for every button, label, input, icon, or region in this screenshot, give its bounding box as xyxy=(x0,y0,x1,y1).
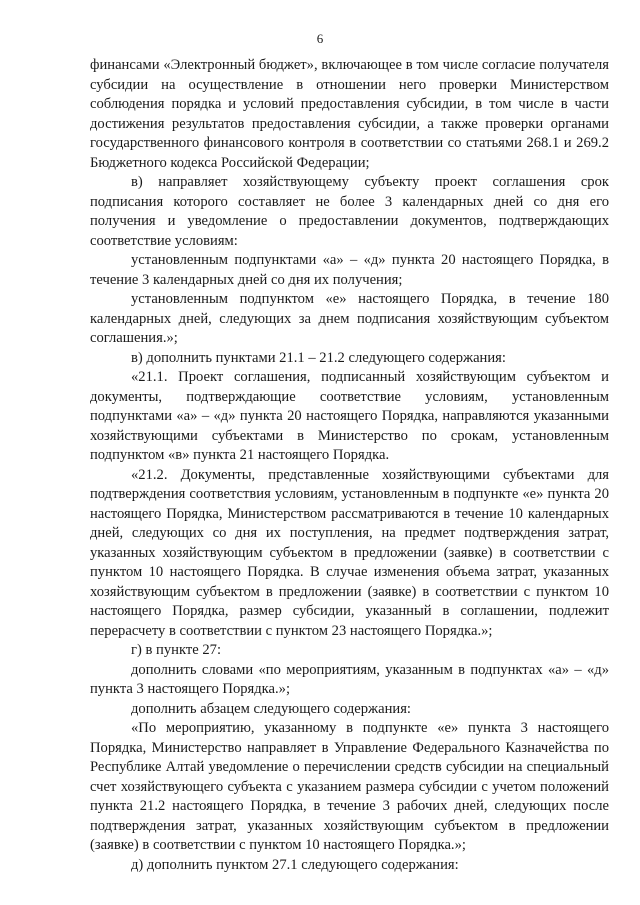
paragraph: в) дополнить пунктами 21.1 – 21.2 следующего содержания: xyxy=(131,349,506,366)
paragraph: финансами «Электронный бюджет», включающее в том числе согласие получателя субсидии на осуществление в отношении него проверки Министерством соблюдения порядка и условий предоставления субсидии, в том числе в части достижения результатов предоставления субсидии, а также проверки органами государственного финансового контроля в соответствии со статьями 268.1 и 269.2 Бюджетного кодекса Российской Федерации; xyxy=(90,57,609,171)
paragraph: в) направляет хозяйствующему субъекту проект соглашения срок подписания которого составляет не более 3 календарных дней со дня его получения и уведомление о предоставлении документов, подтверждающих соответствие условиям: xyxy=(90,174,609,249)
page-number: 6 xyxy=(316,31,324,46)
paragraph: установленным подпунктом «е» настоящего Порядка, в течение 180 календарных дней, следующих за днем подписания хозяйствующим субъектом соглашения.»; xyxy=(90,291,609,346)
paragraph: дополнить абзацем следующего содержания: xyxy=(131,700,411,717)
paragraph: «21.1. Проект соглашения, подписанный хозяйствующим субъектом и документы, подтверждающие соответствие условиям, установленным подпунктами «а» – «д» пункта 20 настоящего Порядка, направляются указанными хозяйствующими субъектами в Министерство по срокам, установленным подпунктом «в» пункта 21 настоящего Порядка. xyxy=(90,369,609,463)
paragraph: г) в пункте 27: xyxy=(131,642,221,658)
paragraph: установленным подпунктами «а» – «д» пункта 20 настоящего Порядка, в течение 3 календарных дней со дня их получения; xyxy=(90,252,609,288)
paragraph: «21.2. Документы, представленные хозяйствующими субъектами для подтверждения соответствия условиям, установленным в подпункте «е» пункта 20 настоящего Порядка, Министерством рассматриваются в течение 10 календарных дней, следующих со дня их поступления, на предмет подтверждения затрат, указанных хозяйствующим субъектом в предложении (заявке) в соответствии с пунктом 10 настоящего Порядка. В случае изменения объема затрат, указанных хозяйствующим субъектом в предложении (заявке) в соответствии с пунктом 10 настоящего Порядка, размер субсидии, указанный в соглашении, подлежит перерасчету в соответствии с пунктом 23 настоящего Порядка.»; xyxy=(90,466,609,639)
paragraph: «По мероприятию, указанному в подпункте «е» пункта 3 настоящего Порядка, Министерство направляет в Управление Федерального Казначейства по Республике Алтай уведомление о перечислении средств субсидии на специальный счет хозяйствующего субъекта с указанием размера субсидии с учетом положений пункта 21.2 настоящего Порядка, в течение 3 рабочих дней, следующих после подтверждения затрат, указанных хозяйствующим субъектом в предложении (заявке) в соответствии с пунктом 10 настоящего Порядка.»; xyxy=(90,720,609,853)
paragraph: дополнить словами «по мероприятиям, указанным в подпунктах «а» – «д» пункта 3 настоящего Порядка.»; xyxy=(90,661,609,697)
paragraph: д) дополнить пунктом 27.1 следующего содержания: xyxy=(131,856,459,873)
document-body xyxy=(90,56,609,875)
